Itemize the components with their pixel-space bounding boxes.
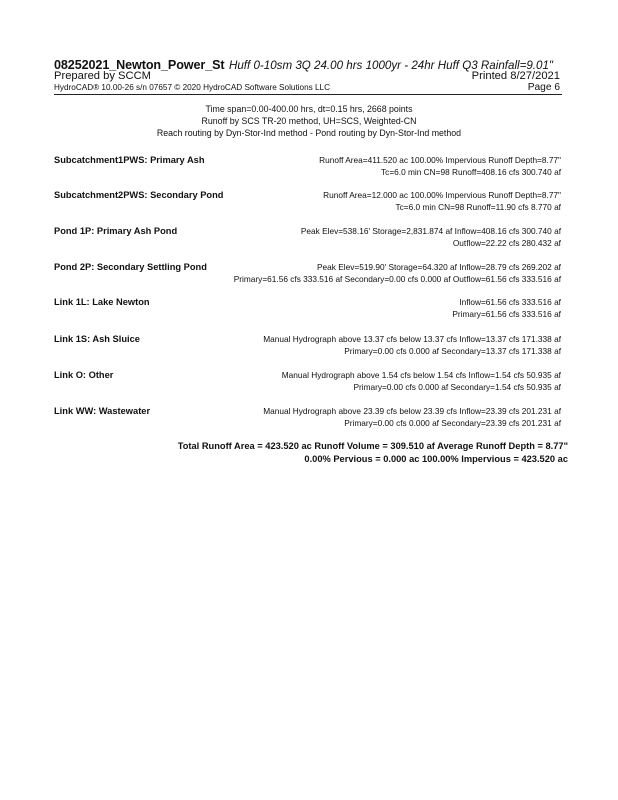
entry-label: Subcatchment2PWS: Secondary Pond xyxy=(54,190,224,200)
entry-value-line2: Primary=0.00 cfs 0.000 af Secondary=1.54 cfs 50.935 af xyxy=(353,382,561,392)
entry-label: Link 1L: Lake Newton xyxy=(54,297,150,307)
page-number: Page 6 xyxy=(527,82,560,93)
summary-line: Time span=0.00-400.00 hrs, dt=0.15 hrs, 2668 points xyxy=(205,104,413,114)
header-prepared-line xyxy=(54,70,562,82)
printed-date: Printed 8/27/2021 xyxy=(471,70,560,82)
entry-label: Pond 1P: Primary Ash Pond xyxy=(54,226,178,236)
entry-value-line1: Runoff Area=411.520 ac 100.00% Impervious Runoff Depth=8.77" xyxy=(319,155,561,165)
project-name: 08252021_Newton_Power_St xyxy=(54,58,225,72)
entry-label: Link WW: Wastewater xyxy=(54,406,151,416)
entry-value-line2: Primary=61.56 cfs 333.516 af Secondary=0.00 cfs 0.000 af Outflow=61.56 cfs 333.516 af xyxy=(233,274,561,284)
entry-value-line1: Manual Hydrograph above 1.54 cfs below 1.54 cfs Inflow=1.54 cfs 50.935 af xyxy=(281,370,561,380)
entry-label: Subcatchment1PWS: Primary Ash xyxy=(54,155,205,165)
entry-value-line1: Manual Hydrograph above 13.37 cfs below 13.37 cfs Inflow=13.37 cfs 171.338 af xyxy=(263,334,561,344)
total-pervious-line: 0.00% Pervious = 0.000 ac 100.00% Impervious = 423.520 ac xyxy=(304,454,568,464)
entry-label: Link O: Other xyxy=(54,370,114,380)
entry-value-line1: Runoff Area=12.000 ac 100.00% Impervious Runoff Depth=8.77" xyxy=(323,190,561,200)
entry-value-line2: Primary=61.56 cfs 333.516 af xyxy=(452,309,561,319)
scenario-description: Huff 0-10sm 3Q 24.00 hrs 1000yr - 24hr Huff Q3 Rainfall=9.01" xyxy=(228,59,554,72)
header-divider xyxy=(54,94,562,95)
entry-value-line1: Peak Elev=538.16' Storage=2,831.874 af Inflow=408.16 cfs 300.740 af xyxy=(300,226,561,236)
entry-label: Pond 2P: Secondary Settling Pond xyxy=(54,262,207,272)
entry-value-line2: Tc=6.0 min CN=98 Runoff=11.90 cfs 8.770 af xyxy=(395,202,561,212)
header-software-line xyxy=(54,83,562,92)
entry-value-line1: Peak Elev=519.90' Storage=64.320 af Inflow=28.79 cfs 269.202 af xyxy=(317,262,561,272)
entry-label: Link 1S: Ash Sluice xyxy=(54,334,140,344)
entry-value-line1: Manual Hydrograph above 23.39 cfs below 23.39 cfs Inflow=23.39 cfs 201.231 af xyxy=(263,406,561,416)
summary-line: Reach routing by Dyn-Stor-Ind method - Pond routing by Dyn-Stor-Ind method xyxy=(156,128,462,138)
entry-value-line2: Tc=6.0 min CN=98 Runoff=408.16 cfs 300.740 af xyxy=(381,167,561,177)
software-info: HydroCAD® 10.00-26 s/n 07657 © 2020 HydroCAD Software Solutions LLC xyxy=(54,83,331,92)
entry-value-line1: Inflow=61.56 cfs 333.516 af xyxy=(459,297,561,307)
entry-value-line2: Primary=0.00 cfs 0.000 af Secondary=23.39 cfs 201.231 af xyxy=(344,418,561,428)
entry-value-line2: Outflow=22.22 cfs 280.432 af xyxy=(452,238,561,248)
entry-value-line2: Primary=0.00 cfs 0.000 af Secondary=13.37 cfs 171.338 af xyxy=(344,346,561,356)
prepared-by: Prepared by SCCM xyxy=(54,70,151,82)
total-runoff-line: Total Runoff Area = 423.520 ac Runoff Volume = 309.510 af Average Runoff Depth = 8.77" xyxy=(177,441,568,451)
summary-line: Runoff by SCS TR-20 method, UH=SCS, Weighted-CN xyxy=(201,116,417,126)
